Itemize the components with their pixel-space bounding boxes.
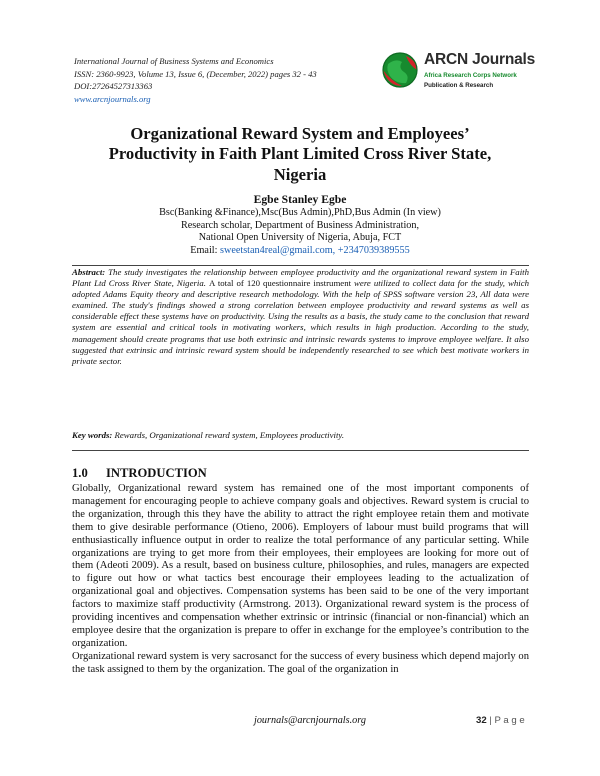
- abstract-text-a: The study investigates the relationship between employee productivity and the organizational reward system in Faith Plant Ltd Cross River State, Nigeria.: [72, 267, 529, 289]
- page-separator: |: [486, 715, 495, 726]
- title-line-2: Productivity in Faith Plant Limited Cross River State,: [108, 144, 492, 164]
- journal-website-link[interactable]: www.arcnjournals.org: [74, 93, 151, 104]
- keywords: [72, 430, 529, 441]
- journal-issn: ISSN: 2360-9923, Volume 13, Issue 6, (December, 2022) pages 32 - 43: [74, 68, 317, 79]
- abstract-text-b: A total of 120 questionnaire instrument: [208, 278, 352, 289]
- journal-doi: DOI:27264527313363: [74, 81, 153, 92]
- logo-tagline: Publication & Research: [424, 82, 494, 89]
- logo-title: ARCN Journals: [424, 51, 536, 68]
- logo-subtitle: Africa Research Corps Network: [424, 72, 517, 79]
- author-email-link[interactable]: sweetstan4real@gmail.com: [220, 245, 333, 257]
- journal-header: [74, 55, 374, 105]
- section-heading-introduction: [72, 466, 207, 481]
- author-name: Egbe Stanley Egbe: [253, 193, 347, 206]
- section-title: INTRODUCTION: [106, 466, 207, 480]
- arcn-logo: [380, 50, 540, 100]
- page-number-value: 32: [476, 715, 487, 726]
- abstract: [72, 267, 529, 367]
- author-phone: , +2347039389555: [332, 245, 410, 257]
- keywords-label: Key words:: [72, 430, 113, 440]
- arcn-globe-icon: [380, 50, 420, 90]
- abstract-label: Abstract:: [72, 267, 106, 277]
- section-number: 1.0: [72, 466, 88, 480]
- author-institution: National Open University of Nigeria, Abuja, FCT: [198, 232, 402, 244]
- author-contact: [60, 245, 540, 258]
- keywords-text: Rewards, Organizational reward system, Employees productivity.: [112, 430, 345, 440]
- title-line-3: Nigeria: [273, 164, 327, 184]
- abstract-text-c: were utilized to collect data for the study, which adopted Adams Equity theory and descriptive research methodology. With the help of SPSS software version 23, All data were examined. The study's findings showed a strong correlation between employee productivity and reward systems as well as considerable effect these systems have on productivity. Using the results as a basis, the study came to the conclusion that reward system are essential and critical tools in motivating workers, which results in high production. According to the study, management should create programs that use both extrinsic and intrinsic rewards systems to improve employee welfare. It also suggested that extrinsic and intrinsic reward system should be independently researched to see which best motivate workers in private sector.: [72, 278, 530, 366]
- abstract-bottom-rule: [72, 450, 529, 451]
- email-label: Email:: [190, 245, 218, 257]
- author-position: Research scholar, Department of Business Administration,: [180, 219, 420, 231]
- introduction-body: [72, 483, 529, 677]
- article-title: [60, 124, 540, 185]
- body-paragraph: Globally, Organizational reward system has remained one of the most important components of management for encouraging people to achieve company goals and objectives. Reward system is crucial to the organization, through this they have the ability to attract the right employee retain them and motivate them to give desirable performance (Otieno, 2006). Employers of labour must build programs that will enthusiastically influence output in order to realize the total performance of any particular setting. While organizations are trying to get more from their employees, their employees are looking for more out of them (Adeoti 2009). As a result, based on business culture, philosophies, and rules, managers are expected to figure out how or what tactics best encourage their employees leading to the actualization of organizational goal and objectives. Compensation systems has been said to be one of the very important factors to maximize staff productivity (Armstrong. 2013). Organizational reward system is the process of providing incentives and compensation whether extrinsic or intrinsic (financial or non-financial) which an employee desire that the organization is prepare to offer in exchange for the employee’s contribution to the organization.: [72, 483, 529, 649]
- body-paragraph: Organizational reward system is very sacrosanct for the success of every business which depend majorly on the task assigned to them by the organization. The goal of the organization in: [72, 650, 529, 675]
- footer-email-link[interactable]: journals@arcnjournals.org: [254, 715, 366, 726]
- author-block: [60, 193, 540, 258]
- title-line-1: Organizational Reward System and Employees’: [130, 124, 470, 143]
- page-number: [476, 715, 525, 726]
- page-footer: [0, 712, 600, 732]
- page-word: P a g e: [494, 715, 525, 726]
- author-degrees: Bsc(Banking &Finance),Msc(Bus Admin),PhD,Bus Admin (In view): [159, 207, 441, 218]
- abstract-top-rule: [72, 265, 529, 266]
- journal-name: International Journal of Business Systems and Economics: [74, 56, 274, 66]
